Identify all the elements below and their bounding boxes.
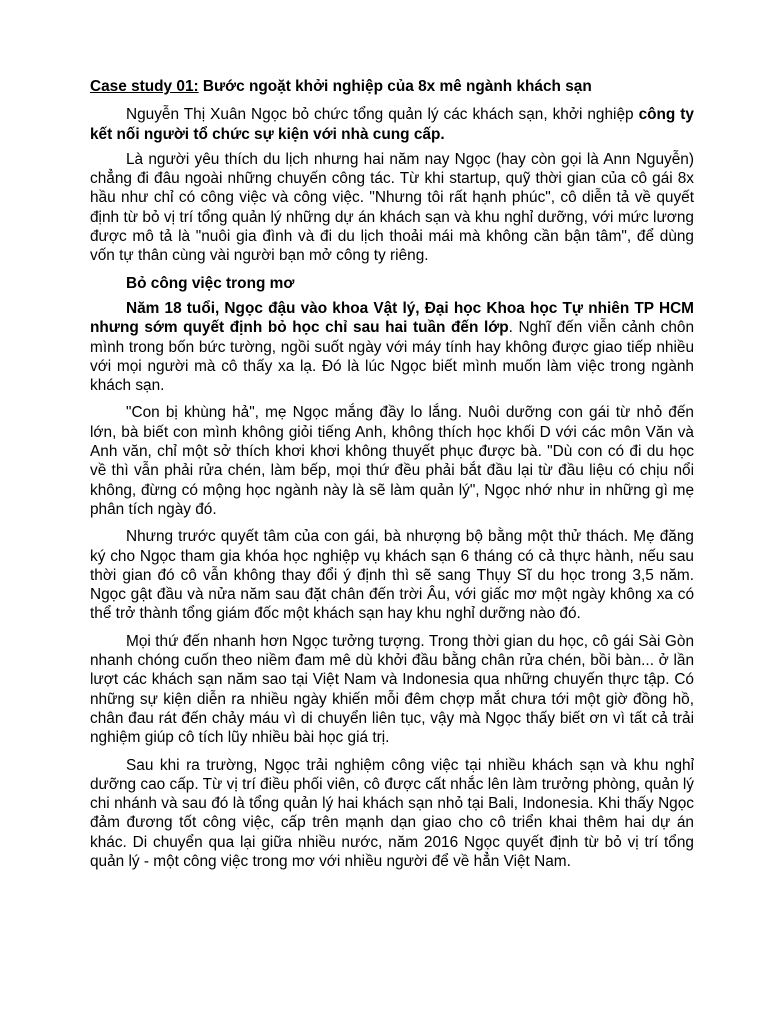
paragraph-6: Sau khi ra trường, Ngọc trải nghiệm công việc tại nhiều khách sạn và khu nghỉ dưỡng cao cấp. Từ vị trí điều phối viên, cô được cất nhắc lên làm trưởng phòng, quản lý chi nhánh và sau đó là tổng quản lý hai khách sạn nhỏ tại Bali, Indonesia. Khi thấy Ngọc đảm đương tốt công việc, cấp trên mạnh dạn giao cho cô triển khai thêm hai dự án khác. Di chuyển qua lại giữa nhiều nước, năm 2016 Ngọc quyết định từ bỏ vị trí tổng quản lý - một công việc trong mơ với nhiều người để về hẳn Việt Nam. bbox=[90, 756, 694, 870]
paragraph-4: Nhưng trước quyết tâm của con gái, bà nhượng bộ bằng một thử thách. Mẹ đăng ký cho Ngọc tham gia khóa học nghiệp vụ khách sạn 6 tháng có cả thực hành, nếu sau thời gian đó cô vẫn không thay đổi ý định thì sẽ sang Thụy Sĩ du học trong 3,5 năm. Ngọc gật đầu và nửa năm sau đặt chân đến trời Âu, với giấc mơ một ngày không xa có thể trở thành tổng giám đốc một khách sạn hay khu nghỉ dưỡng nào đó. bbox=[90, 528, 694, 623]
case-study-title bbox=[90, 77, 694, 96]
paragraph-5: Mọi thứ đến nhanh hơn Ngọc tưởng tượng. Trong thời gian du học, cô gái Sài Gòn nhanh chóng cuốn theo niềm đam mê dù khởi đầu bằng chân rửa chén, bồi bàn... ở lần lượt các khách sạn năm sao tại Việt Nam và Indonesia qua những chuyến thực tập. Có những sự kiện diễn ra nhiều ngày khiến mỗi đêm chợp mắt chưa tới một giờ đồng hồ, chân đau rát đến chảy máu vì di chuyển liên tục, vậy mà Ngọc thấy biết ơn vì tất cả trải nghiệm giúp cô tích lũy nhiều bài học giá trị. bbox=[90, 632, 694, 747]
intro-paragraph bbox=[90, 105, 694, 144]
paragraph-3: "Con bị khùng hả", mẹ Ngọc mắng đầy lo lắng. Nuôi dưỡng con gái từ nhỏ đến lớn, bà biết con mình không giỏi tiếng Anh, không thích học khối D với các môn Văn và Anh văn, chỉ một sở thích khơi khơi không thuyết phục được bà. "Dù con có đi du học về thì vẫn phải rửa chén, làm bếp, mọi thứ đều phải bắt đầu lại từ đầu liệu có chịu nổi không, đừng có mộng học ngành này là sẽ làm quản lý", Ngọc nhớ như in những gì mẹ phân tích ngày đó. bbox=[90, 404, 694, 518]
paragraph-2-text: . Nghĩ đến viễn cảnh chôn mình trong bốn bức tường, ngồi suốt ngày với máy tính hay không được giao tiếp nhiều với mọi người mà cô thấy xa lạ. Đó là lúc Ngọc biết mình muốn làm việc trong ngành khách sạn. bbox=[90, 319, 695, 395]
paragraph-1: Là người yêu thích du lịch nhưng hai năm nay Ngọc (hay còn gọi là Ann Nguyễn) chẳng đi đâu ngoài những chuyến công tác. Từ khi startup, quỹ thời gian của cô gái 8x hầu như chỉ có công việc và công việc. "Nhưng tôi rất hạnh phúc", cô diễn tả về quyết định từ bỏ vị trí tổng quản lý những dự án khách sạn và khu nghỉ dưỡng, với mức lương được mô tả là "nuôi gia đình và đi du lịch thoải mái mà không cần bận tâm", để dùng vốn tự thân cùng vài người bạn mở công ty riêng. bbox=[90, 150, 694, 265]
case-study-title-text: Bước ngoặt khởi nghiệp của 8x mê ngành khách sạn bbox=[198, 78, 592, 95]
case-study-label: Case study 01: bbox=[90, 78, 199, 95]
intro-bold-text: công ty kết nối người tổ chức sự kiện với nhà cung cấp. bbox=[90, 106, 694, 143]
intro-text: Nguyễn Thị Xuân Ngọc bỏ chức tổng quản lý các khách sạn, khởi nghiệp bbox=[126, 106, 639, 124]
document-page bbox=[90, 77, 694, 879]
paragraph-2-bold: Năm 18 tuổi, Ngọc đậu vào khoa Vật lý, Đại học Khoa học Tự nhiên TP HCM nhưng sớm quyết định bỏ học chỉ sau hai tuần đến lớp bbox=[90, 299, 694, 337]
paragraph-2 bbox=[90, 299, 694, 395]
section-heading: Bỏ công việc trong mơ bbox=[126, 274, 295, 292]
